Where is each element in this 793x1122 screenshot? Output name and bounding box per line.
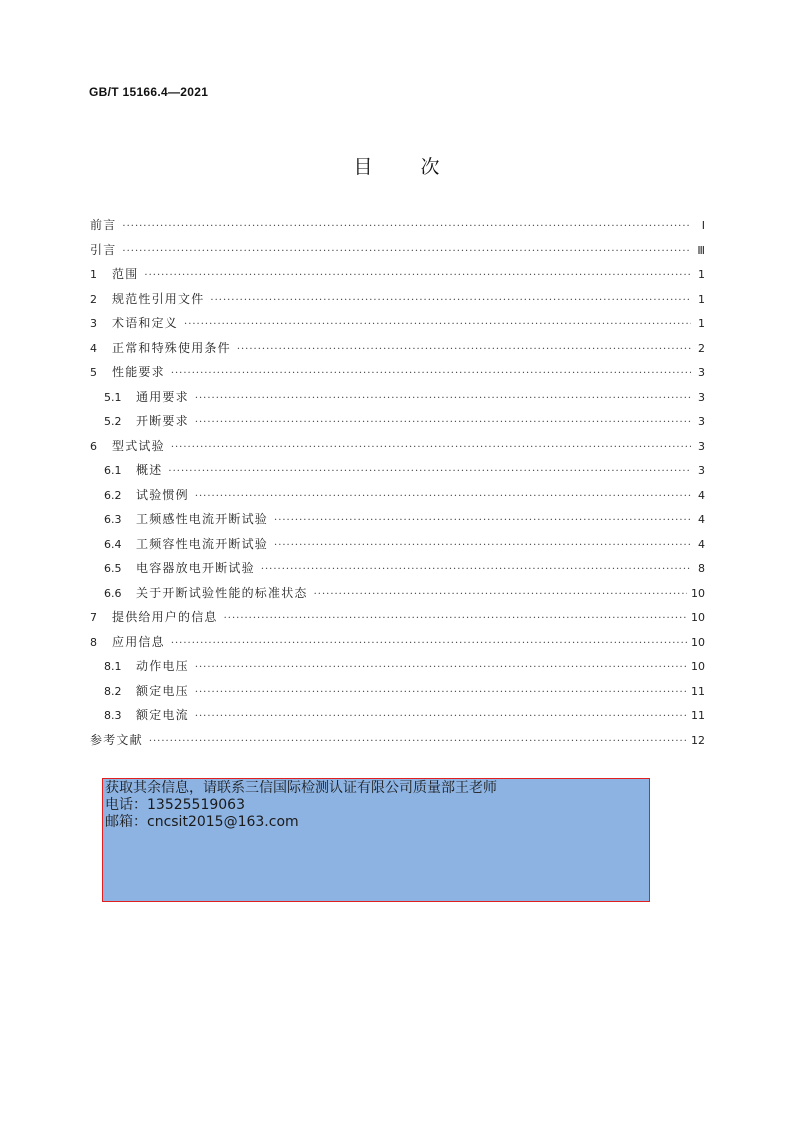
toc-leader-dots: [274, 515, 691, 526]
toc-leader-dots: [171, 638, 687, 649]
toc-entry-label: 正常和特殊使用条件: [112, 340, 231, 355]
toc-leader-dots: [210, 295, 691, 306]
toc-entry-page: 4: [698, 537, 705, 551]
contact-line-info: 获取其余信息，请联系三信国际检测认证有限公司质量部王老师: [105, 780, 497, 796]
toc-leader-dots: [274, 540, 691, 551]
toc-entry[interactable]: [90, 216, 705, 241]
toc-entry-label: 规范性引用文件: [112, 291, 205, 306]
toc-entry-label: 术语和定义: [112, 316, 179, 330]
toc-leader-dots: [195, 662, 687, 673]
table-of-contents: [90, 216, 705, 755]
toc-entry[interactable]: [90, 265, 705, 290]
toc-entry[interactable]: [90, 535, 705, 560]
toc-title-char-2: 次: [420, 156, 440, 178]
toc-entry-number: 6.2: [104, 488, 122, 502]
toc-entry-page: 8: [698, 562, 705, 575]
toc-entry[interactable]: [90, 608, 705, 633]
toc-leader-dots: [171, 368, 691, 379]
toc-entry-page: 1: [698, 268, 705, 281]
contact-line-phone: 电话：13525519063: [105, 797, 245, 813]
toc-entry-number: 5.2: [104, 415, 122, 428]
toc-entry-page: 10: [691, 611, 705, 624]
toc-entry-page: 4: [698, 488, 705, 502]
toc-entry-label: 动作电压: [136, 659, 189, 673]
toc-leader-dots: [195, 687, 687, 698]
toc-entry[interactable]: [90, 363, 705, 388]
toc-entry[interactable]: [90, 388, 705, 413]
toc-entry-label: 引言: [90, 242, 117, 257]
toc-entry-page: 4: [698, 513, 705, 526]
toc-leader-dots: [195, 711, 687, 722]
toc-entry-page: Ⅰ: [701, 219, 705, 232]
toc-entry-label: 型式试验: [112, 438, 165, 453]
toc-entry-label: 工频感性电流开断试验: [136, 512, 269, 526]
contact-info-box: [102, 778, 650, 902]
toc-entry[interactable]: [90, 339, 705, 364]
toc-entry[interactable]: [90, 584, 705, 609]
toc-entry-number: 6: [90, 439, 97, 453]
toc-entry-page: 10: [691, 635, 705, 649]
toc-entry[interactable]: [90, 633, 705, 658]
toc-leader-dots: [144, 270, 691, 281]
toc-entry-number: 4: [90, 341, 97, 355]
toc-entry[interactable]: [90, 241, 705, 266]
toc-entry[interactable]: [90, 486, 705, 511]
toc-entry-page: 3: [698, 439, 705, 453]
toc-entry-page: 2: [698, 341, 705, 355]
toc-entry[interactable]: [90, 510, 705, 535]
toc-leader-dots: [149, 736, 687, 747]
toc-entry-label: 提供给用户的信息: [112, 610, 218, 624]
toc-entry[interactable]: [90, 682, 705, 707]
toc-entry[interactable]: [90, 559, 705, 584]
toc-entry-number: 6.3: [104, 513, 122, 526]
toc-entry-label: 通用要求: [136, 389, 189, 404]
toc-entry-number: 8.1: [104, 660, 122, 673]
toc-leader-dots: [184, 319, 691, 330]
toc-leader-dots: [195, 491, 691, 502]
toc-entry[interactable]: [90, 412, 705, 437]
toc-leader-dots: [122, 246, 691, 257]
toc-entry-page: 12: [691, 733, 705, 747]
toc-entry-number: 5: [90, 366, 97, 379]
toc-entry-number: 6.1: [104, 464, 122, 477]
toc-entry-label: 性能要求: [112, 365, 165, 379]
toc-title: [0, 152, 793, 179]
toc-leader-dots: [171, 442, 691, 453]
toc-entry-label: 参考文献: [90, 732, 143, 747]
toc-entry-page: 11: [691, 684, 705, 698]
contact-line-email: 邮箱：cncsit2015@163.com: [105, 814, 299, 830]
toc-leader-dots: [195, 393, 691, 404]
toc-entry-page: 3: [698, 464, 705, 477]
toc-entry-page: 10: [691, 586, 705, 600]
toc-entry-page: 1: [698, 317, 705, 330]
toc-entry-page: 3: [698, 390, 705, 404]
toc-entry-label: 概述: [136, 463, 163, 477]
toc-entry-number: 6.5: [104, 562, 122, 575]
toc-entry-number: 7: [90, 611, 97, 624]
toc-entry-label: 额定电压: [136, 683, 189, 698]
toc-entry-number: 5.1: [104, 390, 122, 404]
toc-entry-label: 工频容性电流开断试验: [136, 536, 269, 551]
toc-entry-page: 10: [691, 660, 705, 673]
toc-leader-dots: [237, 344, 691, 355]
toc-leader-dots: [224, 613, 687, 624]
toc-entry[interactable]: [90, 731, 705, 756]
toc-entry-number: 6.4: [104, 537, 122, 551]
toc-entry-page: 3: [698, 366, 705, 379]
toc-entry[interactable]: [90, 706, 705, 731]
toc-leader-dots: [195, 417, 691, 428]
toc-title-char-1: 目: [353, 156, 373, 178]
toc-entry-label: 额定电流: [136, 708, 189, 722]
toc-entry-label: 应用信息: [112, 634, 165, 649]
toc-entry-number: 6.6: [104, 586, 122, 600]
toc-entry-page: Ⅲ: [697, 243, 705, 257]
toc-entry-label: 前言: [90, 218, 117, 232]
toc-entry-number: 2: [90, 292, 97, 306]
toc-leader-dots: [122, 221, 691, 232]
toc-entry-number: 8: [90, 635, 97, 649]
standard-number: GB/T 15166.4—2021: [89, 85, 209, 99]
toc-entry-label: 关于开断试验性能的标准状态: [136, 585, 308, 600]
toc-entry-number: 8.3: [104, 709, 122, 722]
toc-entry[interactable]: [90, 290, 705, 315]
toc-entry[interactable]: [90, 314, 705, 339]
toc-entry-label: 开断要求: [136, 414, 189, 428]
toc-entry-page: 3: [698, 415, 705, 428]
toc-entry-page: 11: [691, 709, 705, 722]
toc-entry-number: 3: [90, 317, 97, 330]
toc-entry[interactable]: [90, 437, 705, 462]
toc-leader-dots: [314, 589, 687, 600]
toc-leader-dots: [261, 564, 691, 575]
toc-entry-number: 8.2: [104, 684, 122, 698]
toc-entry[interactable]: [90, 461, 705, 486]
toc-entry-page: 1: [698, 292, 705, 306]
toc-entry[interactable]: [90, 657, 705, 682]
toc-entry-label: 范围: [112, 267, 139, 281]
toc-entry-label: 试验惯例: [136, 487, 189, 502]
toc-entry-number: 1: [90, 268, 97, 281]
toc-leader-dots: [168, 466, 691, 477]
toc-entry-label: 电容器放电开断试验: [136, 561, 255, 575]
